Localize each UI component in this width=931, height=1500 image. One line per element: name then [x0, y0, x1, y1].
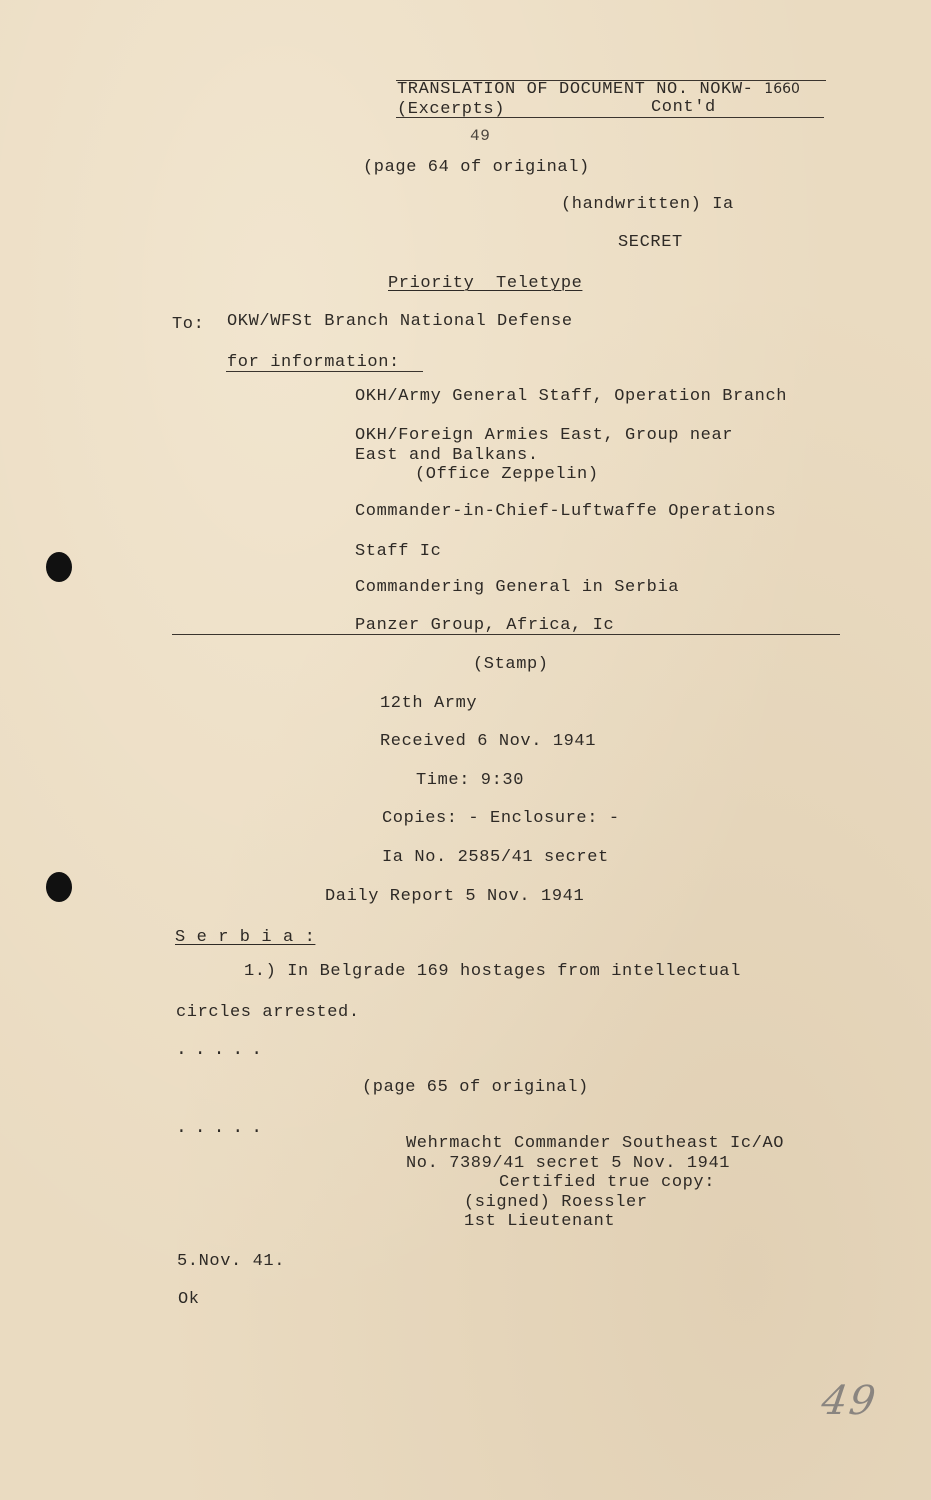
report-item-1-line-1: 1.) In Belgrade 169 hostages from intellectual: [244, 962, 741, 981]
recipient-panzer-group: Panzer Group, Africa, Ic: [355, 616, 615, 635]
handwritten-ia-note: (handwritten) Ia: [561, 195, 734, 214]
stamp-label: (Stamp): [473, 655, 549, 674]
report-item-1-line-2: circles arrested.: [176, 1003, 360, 1022]
signature-line-5: 1st Lieutenant: [464, 1212, 616, 1231]
stamp-copies: Copies: - Enclosure: -: [382, 809, 620, 828]
for-information-underline: [226, 371, 423, 372]
handwritten-page-number: 49: [818, 1378, 881, 1424]
signature-line-3: Certified true copy:: [499, 1173, 716, 1192]
recipient-east-balkans: East and Balkans.: [355, 446, 539, 465]
recipient-office-zeppelin: (Office Zeppelin): [415, 465, 599, 484]
ellipsis-2: .....: [176, 1118, 271, 1138]
contd-label: Cont'd: [651, 98, 716, 117]
recipient-okh-army: OKH/Army General Staff, Operation Branch: [355, 387, 788, 406]
punch-hole-bottom: [46, 872, 72, 902]
signature-line-4: (signed) Roessler: [464, 1193, 648, 1212]
punch-hole-top: [46, 552, 72, 582]
stamp-army: 12th Army: [380, 694, 478, 713]
document-title-text: TRANSLATION OF DOCUMENT NO. NOKW-: [397, 80, 754, 99]
recipient-staff-ic: Staff Ic: [355, 542, 442, 561]
to-recipient: OKW/WFSt Branch National Defense: [227, 312, 573, 331]
page-of-original-65: (page 65 of original): [362, 1078, 589, 1097]
recipient-luftwaffe: Commander-in-Chief-Luftwaffe Operations: [355, 502, 777, 521]
daily-report-title: Daily Report 5 Nov. 1941: [325, 887, 585, 906]
signature-line-2: No. 7389/41 secret 5 Nov. 1941: [406, 1154, 731, 1173]
footer-date: 5.Nov. 41.: [177, 1252, 286, 1271]
excerpts-label: (Excerpts): [397, 100, 506, 119]
recipients-divider: [172, 634, 840, 635]
priority-teletype: Priority Teletype: [388, 274, 583, 293]
for-information-label: for information:: [227, 353, 400, 372]
header-bottom-rule: [396, 117, 824, 118]
to-label: To:: [172, 315, 205, 334]
stamp-time: Time: 9:30: [416, 771, 525, 790]
document-title: [397, 80, 800, 99]
signature-line-1: Wehrmacht Commander Southeast Ic/AO: [406, 1134, 785, 1153]
page-number: 49: [470, 127, 491, 145]
recipient-general-serbia: Commandering General in Serbia: [355, 578, 680, 597]
section-serbia: S e r b i a :: [175, 928, 316, 947]
page-of-original-64: (page 64 of original): [363, 158, 590, 177]
recipient-okh-foreign-armies: OKH/Foreign Armies East, Group near: [355, 426, 734, 445]
ellipsis-1: .....: [176, 1040, 271, 1060]
stamp-received: Received 6 Nov. 1941: [380, 732, 597, 751]
document-number-handwritten: 1660: [764, 81, 800, 97]
stamp-ia-number: Ia No. 2585/41 secret: [382, 848, 609, 867]
footer-ok: Ok: [178, 1290, 200, 1309]
classification-secret: SECRET: [618, 233, 683, 252]
